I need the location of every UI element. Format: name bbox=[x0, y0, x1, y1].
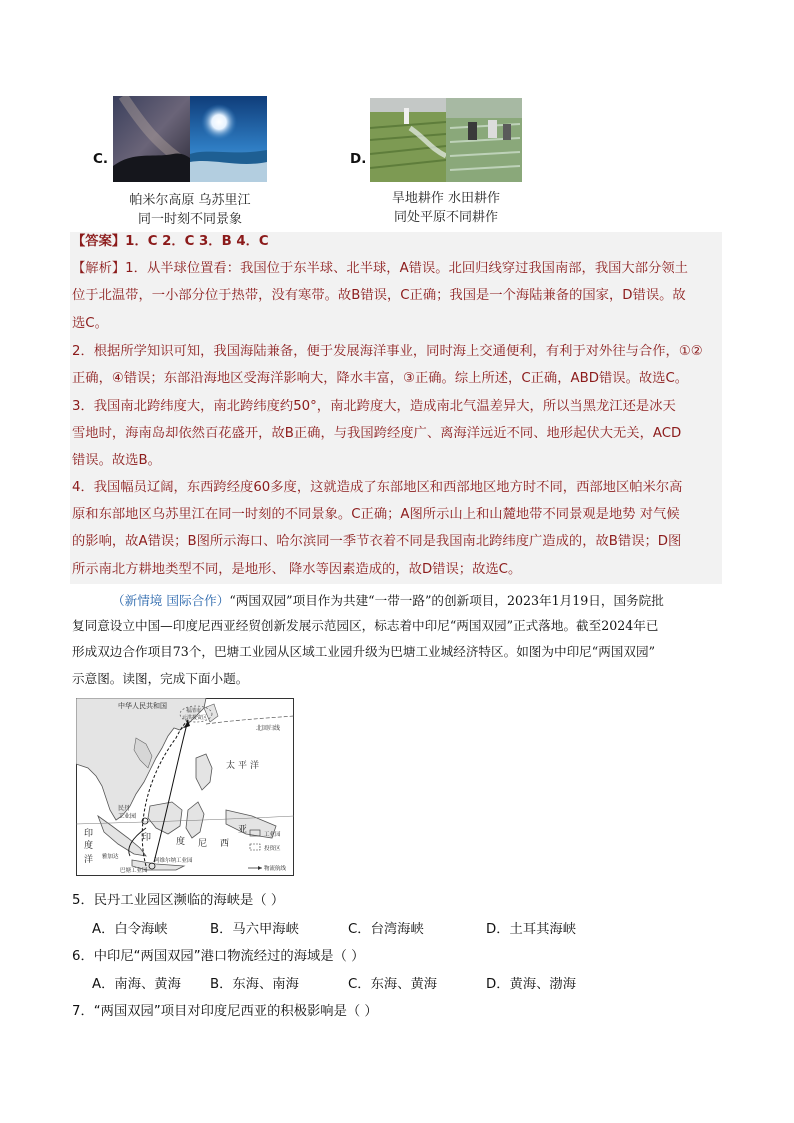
two-countries-twin-parks-map bbox=[76, 698, 294, 876]
intro-line-3: 形成双边合作项目73个，巴塘工业园从区域工业园升级为巴塘工业城经济特区。如图为中印尼“两国双园” bbox=[72, 644, 656, 659]
explanation-line: 3．我国南北跨纬度大，南北跨纬度约50°，南北跨度大，造成南北气温差异大，所以当黑龙江还是冰天 bbox=[72, 399, 676, 414]
map-label-fuqing: 福清市 bbox=[186, 708, 202, 714]
map-label-jakarta: 雅加达 bbox=[102, 854, 119, 860]
explanation-line: 雪地时，海南岛却依然百花盛开，故B正确，与我国跨经度广、离海洋远近不同、地形起伏大无关，ACD bbox=[72, 426, 682, 441]
map-label-aweier: 阿维尔纳工业园 bbox=[154, 858, 193, 864]
question-5-option-c[interactable]: C．台湾海峡 bbox=[348, 922, 424, 937]
question-5-option-a[interactable]: A．白令海峡 bbox=[92, 922, 168, 937]
option-d-caption-2: 同处平原不同耕作 bbox=[393, 210, 498, 225]
question-6-stem: 6．中印尼“两国双园”港口物流经过的海域是（ ） bbox=[72, 949, 365, 964]
question-6-option-c[interactable]: C．东海、黄海 bbox=[348, 977, 438, 992]
explanation-line: 所示南北方耕地类型不同，是地形、 降水等因素造成的，故D错误；故选C。 bbox=[72, 562, 522, 577]
map-label-indian-2: 度 bbox=[84, 841, 94, 851]
map-label-indian-3: 洋 bbox=[84, 855, 94, 865]
explanation-line: 2．根据所学知识可知，我国海陆兼备，便于发展海洋事业，同时海上交通便利，有利于对外往与合作，①② bbox=[72, 344, 703, 359]
intro-line-1 bbox=[112, 590, 664, 609]
explanation-line: 的影响，故A错误；B图所示海口、哈尔滨同一季节衣着不同是我国南北跨纬度广造成的，故B错误；D图 bbox=[72, 534, 682, 549]
explanation-line: 原和东部地区乌苏里江在同一时刻的不同景象。C正确；A图所示山上和山麓地带不同景观是地势 对气候 bbox=[72, 507, 680, 522]
question-5-stem: 5．民丹工业园区濒临的海峡是（ ） bbox=[72, 893, 285, 908]
intro-text-1: “两国双园”项目作为共建“一带一路”的创新项目，2023年1月19日，国务院批 bbox=[229, 593, 664, 608]
question-6-option-d[interactable]: D．黄海、渤海 bbox=[486, 977, 577, 992]
question-7-stem: 7．“两国双园”项目对印度尼西亚的积极影响是（ ） bbox=[72, 1004, 378, 1019]
option-c-caption-1: 帕米尔高原 乌苏里江 bbox=[129, 193, 251, 208]
map-legend-invest: 投资区 bbox=[264, 846, 281, 852]
option-c-caption-2: 同一时刻不同景象 bbox=[137, 212, 242, 227]
explanation-line: 4．我国幅员辽阔，东西跨经度60多度，这就造成了东部地区和西部地区地方时不同，西部地区帕米尔高 bbox=[72, 480, 683, 495]
photo-pamir-ussuri bbox=[113, 96, 267, 182]
explanation-line: 选C。 bbox=[72, 316, 108, 331]
map-label-indian-1: 印 bbox=[84, 829, 94, 839]
question-5-option-d[interactable]: D．土耳其海峡 bbox=[486, 922, 577, 937]
map-legend-industrial: 工业园 bbox=[264, 832, 281, 838]
map-label-tropic: 北回归线 bbox=[256, 725, 281, 732]
question-6-option-a[interactable]: A．南海、黄海 bbox=[92, 977, 181, 992]
photo-dry-paddy-farming bbox=[370, 98, 522, 182]
explanation-line: 【解析】1．从半球位置看：我国位于东半球、北半球，A错误。北回归线穿过我国南部，我国大部分领土 bbox=[72, 261, 688, 276]
photo-pamir-ussuri-image bbox=[113, 96, 267, 182]
option-c-label: C. bbox=[93, 151, 109, 167]
map-label-indonesia-5: 亚 bbox=[238, 825, 248, 835]
map-label-indonesia-2: 度 bbox=[176, 837, 186, 847]
explanation-line: 正确，④错误；东部沿海地区受海洋影响大，降水丰富，③正确。综上所述，C正确，ABD错误。故选C。 bbox=[72, 371, 689, 386]
map-label-indonesia-4: 西 bbox=[220, 839, 230, 849]
map-svg bbox=[76, 698, 294, 876]
option-d-caption-1: 旱地耕作 水田耕作 bbox=[391, 191, 501, 206]
intro-tag: （新情境 国际合作） bbox=[112, 593, 230, 608]
map-label-fuqing-zone: 元洪投资区 bbox=[182, 715, 208, 721]
map-label-indonesia-3: 尼 bbox=[198, 839, 208, 849]
map-label-minden: 民丹 bbox=[118, 805, 131, 812]
intro-line-2: 复同意设立中国—印度尼西亚经贸创新发展示范园区，标志着中印尼“两国双园”正式落地。截至2024年已 bbox=[72, 618, 659, 633]
intro-line-4: 示意图。读图，完成下面小题。 bbox=[72, 671, 249, 686]
map-label-pacific: 太平洋 bbox=[226, 761, 263, 771]
map-label-batang: 巴塘工业园 bbox=[120, 868, 148, 874]
photo-dry-paddy-farming-image bbox=[370, 98, 522, 182]
map-label-minden-park: 工业园 bbox=[118, 813, 137, 820]
option-d-label: D. bbox=[350, 151, 367, 167]
explanation-line: 错误。故选B。 bbox=[72, 453, 161, 468]
question-6-option-b[interactable]: B．东海、南海 bbox=[210, 977, 299, 992]
explanation-line: 位于北温带，一小部分位于热带，没有寒带。故B错误，C正确；我国是一个海陆兼备的国家，D错误。故 bbox=[72, 288, 686, 303]
question-5-option-b[interactable]: B．马六甲海峡 bbox=[210, 922, 299, 937]
map-legend-route: 物流航线 bbox=[264, 866, 287, 872]
answer-key: 【答案】1．C 2．C 3．B 4．C bbox=[72, 234, 269, 249]
map-label-indonesia-1: 印 bbox=[142, 833, 152, 843]
map-label-china: 中华人民共和国 bbox=[118, 702, 167, 710]
